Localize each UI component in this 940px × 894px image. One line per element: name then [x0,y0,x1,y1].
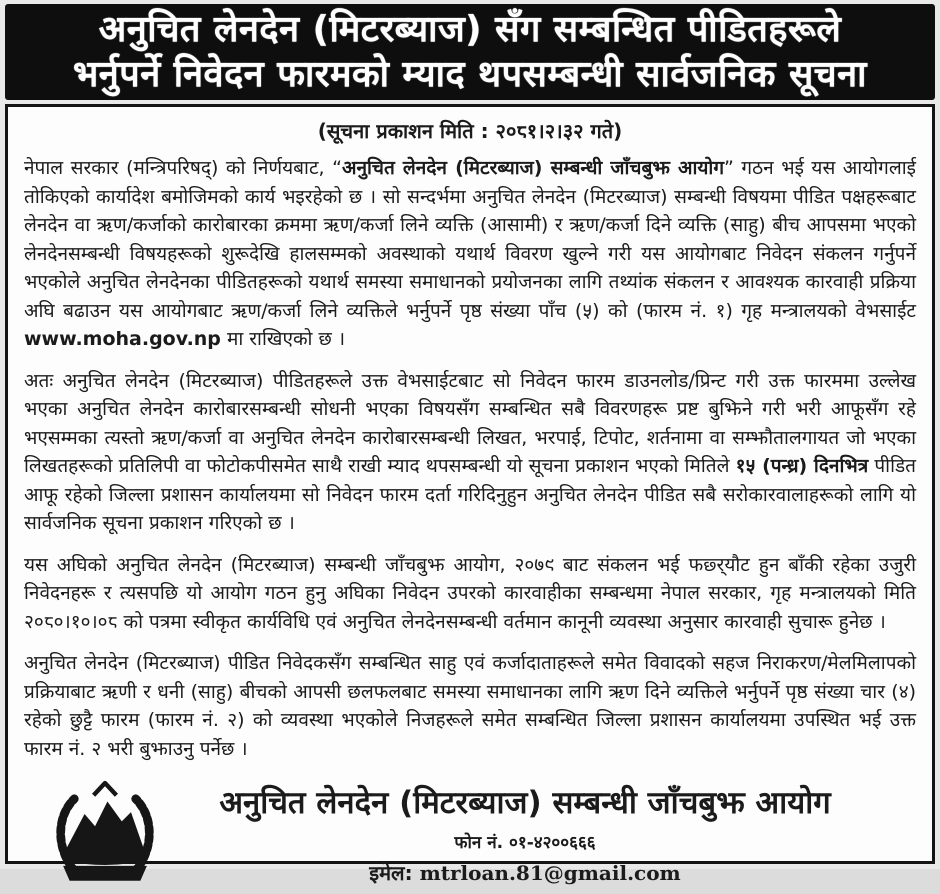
text-segment: पीडित आफू रहेको जिल्ला प्रशासन कार्यालयमा सो निवेदन फारम दर्ता गरिदिनुहुन अनुचित लेनदेन पीडित सबै सरोकारवालाहरूको लागि यो सार्वजनिक सूचना प्रकाशन गरिएको छ । [24,455,916,534]
paragraph-2 [24,367,916,538]
phone-number: फोन नं. ०१-४२००६६६ [454,833,596,853]
footer-contact-block [164,784,916,886]
email-line [164,859,886,886]
text-segment: १५ (पन्ध्र) दिनभित्र [735,455,869,477]
text-segment: यस अघिको अनुचित लेनदेन (मिटरब्याज) सम्बन्धी जाँचबुझ आयोग, २०७९ बाट संकलन भई फछ्र्यौट हुन बाँकी रहेका उजुरी निवेदनहरू र त्यसपछि यो आयोग गठन हुनु अघिका निवेदन उपरको कारवाहीका सम्बन्धमा नेपाल सरकार, गृह मन्त्रालयको मिति २०८०।१०।०८ को पत्रमा स्वीकृत कार्यविधि एवं अनुचित लेनदेनसम्बन्धी वर्तमान कानूनी व्यवस्था अनुसार कारवाही सुचारू हुनेछ । [24,553,916,633]
paragraph-4 [24,649,916,763]
notice-title-line2: भर्नुपर्ने निवेदन फारमको म्याद थपसम्बन्धी सार्वजनिक सूचना [73,54,867,95]
email-address: mtrloan.81@gmail.com [419,861,681,885]
notice-title-banner [5,4,935,100]
nepal-government-emblem-icon [24,776,164,894]
notice-body [5,104,935,885]
text-segment: ” गठन भई यस आयोगलाई तोकिएको कार्यादेश बमोजिमको कार्य भइरहेको छ । सो सन्दर्भमा अनुचित लेनदेन (मिटरब्याज) सम्बन्धी विषयमा पीडित पक्षहरूबाट लेनदेन वा ऋण/कर्जाको कारोबारका क्रममा ऋण/कर्जा लिने व्यक्ति (आसामी) र ऋण/कर्जा दिने व्यक्ति (साहु) बीच आपसमा भएको लेनदेनसम्बन्धी विषयहरूको शुरूदेखि हालसम्मको अवस्थाको यथार्थ विवरण खुल्ने गरी यस आयोगबाट निवेदन संकलन गर्नुपर्ने भएकोले अनुचित लेनदेनका पीडितहरूको यथार्थ समस्या समाधानको प्रयोजनका लागि तथ्यांक संकलन र आवश्यक कारवाही प्रक्रिया अघि बढाउन यस आयोगबाट ऋण/कर्जा लिने व्यक्तिले भर्नुपर्ने पृष्ठ संख्या पाँच (५) को (फारम नं. १) गृह मन्त्रालयको वेभसाईट [24,157,916,322]
publish-date: (सूचना प्रकाशन मिति : २०८१।२।३२ गते) [317,119,623,143]
footer [24,776,916,894]
commission-name: अनुचित लेनदेन (मिटरब्याज) सम्बन्धी जाँचबुझ आयोग [219,785,831,821]
email-label: इमेल: [369,861,413,885]
notice-title-line1: अनुचित लेनदेन (मिटरब्याज) सँग सम्बन्धित पीडितहरूले [98,9,842,50]
paragraph-1 [24,154,916,354]
text-segment: नेपाल सरकार (मन्त्रिपरिषद्) को निर्णयबाट, “ [24,157,342,179]
text-segment: www.moha.gov.np [24,328,221,350]
text-segment: मा राखिएको छ । [220,328,346,350]
paragraph-3 [24,551,916,637]
text-segment: अनुचित लेनदेन (मिटरब्याज) सम्बन्धी जाँचबुझ आयोग [341,157,725,179]
text-segment: अतः अनुचित लेनदेन (मिटरब्याज) पीडितहरूले उक्त वेभसाईटबाट सो निवेदन फारम डाउनलोड/प्रिन्ट गरी उक्त फारममा उल्लेख भएका अनुचित लेनदेन कारोबारसम्बन्धी सोधनी भएका विषयसँग सम्बन्धित सबै विवरणहरू प्रष्ट बुझिने गरी भरी आफूसँग रहे भएसम्मका त्यस्तो ऋण/कर्जा वा अनुचित लेनदेन कारोबारसम्बन्धी लिखत, भरपाई, टिपोट, शर्तनामा वा सम्झौतालगायत जो भएका लिखतहरूको प्रतिलिपी वा फोटोकपीसमेत साथै राखी म्याद थपसम्बन्धी यो सूचना प्रकाशन भएको मितिले [24,369,916,477]
text-segment: अनुचित लेनदेन (मिटरब्याज) पीडित निवेदकसँग सम्बन्धित साहु एवं कर्जादाताहरूले समेत विवादको सहज निराकरण/मेलमिलापको प्रक्रियाबाट ऋणी र धनी (साहु) बीचको आपसी छलफलबाट समस्या समाधानका लागि ऋण दिने व्यक्तिले भर्नुपर्ने पृष्ठ संख्या चार (४) रहेको छुट्टै फारम (फारम नं. २) को व्यवस्था भएकोले निजहरूले समेत सम्बन्धित जिल्ला प्रशासन कार्यालयमा उपस्थित भई उक्त फारम नं. २ भरी बुझाउनु पर्नेछ । [24,652,916,760]
